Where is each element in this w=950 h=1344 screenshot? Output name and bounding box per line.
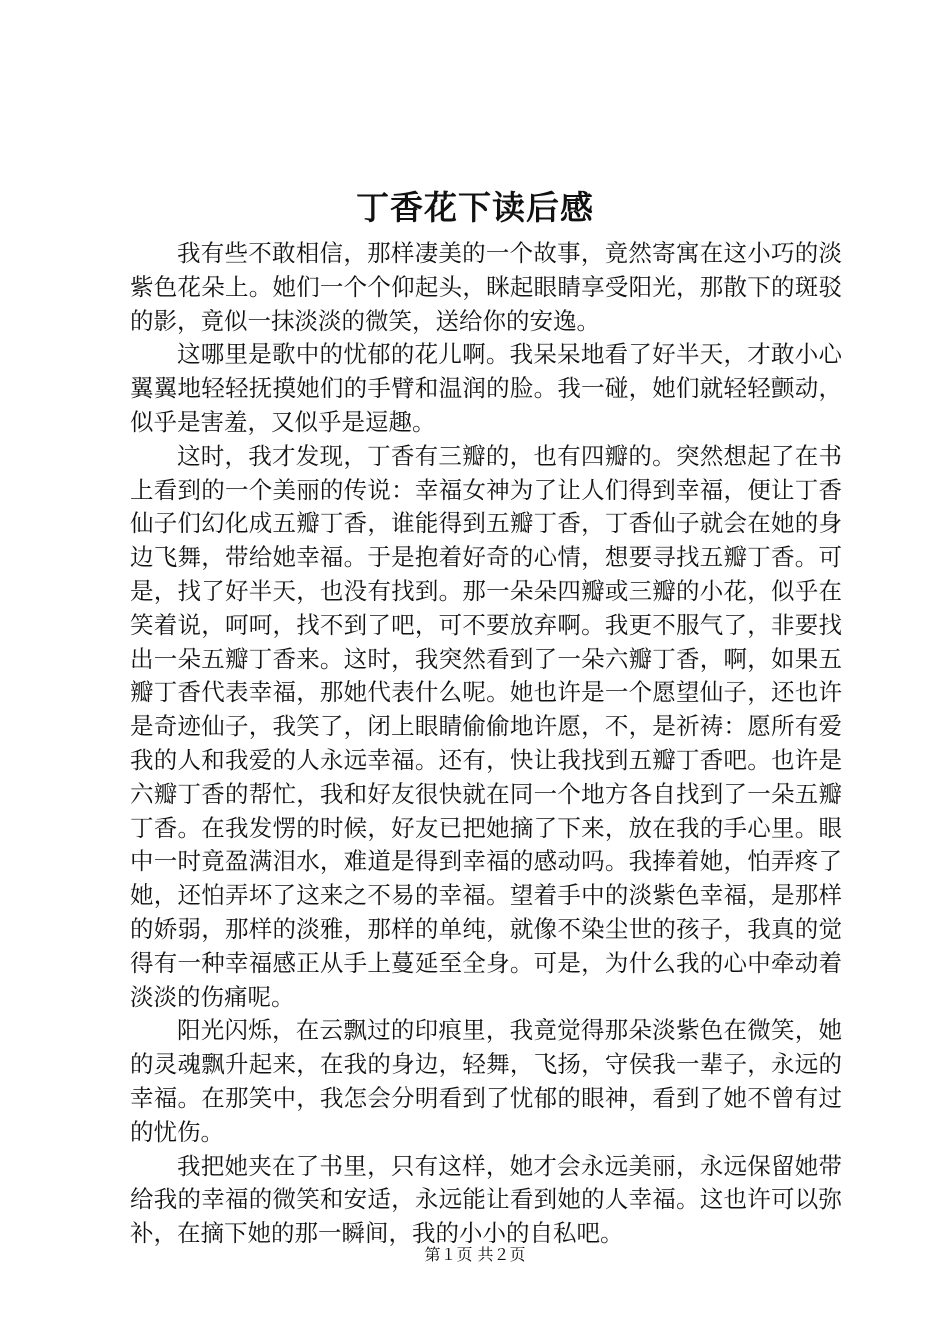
paragraph-5: 我把她夹在了书里，只有这样，她才会永远美丽，永远保留她带给我的幸福的微笑和安适，永远能让看到她的人幸福。这也许可以弥补，在摘下她的那一瞬间，我的小小的自私吧。 [130, 1151, 842, 1248]
paragraph-4: 阳光闪烁，在云飘过的印痕里，我竟觉得那朵淡紫色在微笑，她的灵魂飘升起来，在我的身边，轻舞，飞扬，守侯我一辈子，永远的幸福。在那笑中，我怎会分明看到了忧郁的眼神，看到了她不曾有过的忧伤。 [130, 1016, 842, 1146]
page-number-footer: 第１页 共２页 [424, 1245, 526, 1264]
document-body [130, 237, 842, 1251]
paragraph-2: 这哪里是歌中的忧郁的花儿啊。我呆呆地看了好半天，才敢小心翼翼地轻轻抚摸她们的手臂和温润的脸。我一碰，她们就轻轻颤动，似乎是害羞，又似乎是逗趣。 [130, 340, 842, 436]
paragraph-3: 这时，我才发现，丁香有三瓣的，也有四瓣的。突然想起了在书上看到的一个美丽的传说：幸福女神为了让人们得到幸福，便让丁香仙子们幻化成五瓣丁香，谁能得到五瓣丁香，丁香仙子就会在她的身边飞舞，带给她幸福。于是抱着好奇的心情，想要寻找五瓣丁香。可是，找了好半天，也没有找到。那一朵朵四瓣或三瓣的小花，似乎在笑着说，呵呵，找不到了吧，可不要放弃啊。我更不服气了，非要找出一朵五瓣丁香来。这时，我突然看到了一朵六瓣丁香，啊，如果五瓣丁香代表幸福，那她代表什么呢。她也许是一个愿望仙子，还也许是奇迹仙子，我笑了，闭上眼睛偷偷地许愿，不，是祈祷：愿所有爱我的人和我爱的人永远幸福。还有，快让我找到五瓣丁香吧。也许是六瓣丁香的帮忙，我和好友很快就在同一个地方各自找到了一朵五瓣丁香。在我发愣的时候，好友已把她摘了下来，放在我的手心里。眼中一时竟盈满泪水，难道是得到幸福的感动吗。我捧着她，怕弄疼了她，还怕弄坏了这来之不易的幸福。望着手中的淡紫色幸福，是那样的娇弱，那样的淡雅，那样的单纯，就像不染尘世的孩子，我真的觉得有一种幸福感正从手上蔓延至全身。可是，为什么我的心中牵动着淡淡的伤痛呢。 [130, 441, 842, 1011]
document-title: 丁香花下读后感 [356, 188, 594, 227]
paragraph-1: 我有些不敢相信，那样凄美的一个故事，竟然寄寓在这小巧的淡紫色花朵上。她们一个个仰起头，眯起眼睛享受阳光，那散下的斑驳的影，竟似一抹淡淡的微笑，送给你的安逸。 [130, 239, 842, 335]
